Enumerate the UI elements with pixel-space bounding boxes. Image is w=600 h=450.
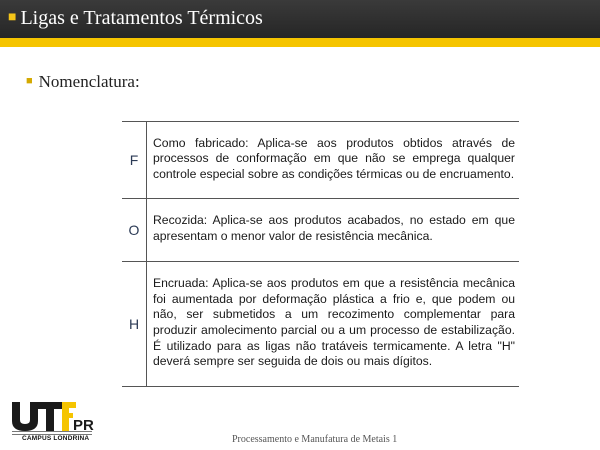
logo-campus-text: CAMPUS LONDRINA [22, 435, 90, 442]
square-bullet-icon: ■ [26, 75, 33, 87]
footer-text: Processamento e Manufatura de Metais 1 [232, 434, 398, 445]
temper-code: F [122, 122, 147, 199]
square-bullet-icon: ■ [8, 10, 17, 25]
accent-bar [0, 38, 600, 47]
temper-code: H [122, 262, 147, 387]
section-heading [26, 72, 140, 92]
temper-description: Recozida: Aplica-se aos produtos acabados, no estado em que apresentam o menor valor de resistência mecânica. [147, 199, 520, 262]
svg-text:PR: PR [73, 417, 94, 432]
slide-title [8, 7, 263, 30]
section-heading-text: Nomenclatura: [38, 72, 140, 91]
nomenclature-table [122, 121, 519, 387]
temper-description: Como fabricado: Aplica-se aos produtos obtidos através de processos de conformação em que não se emprega qualquer controle especial sobre as condições térmicas ou de encruamento. [147, 122, 520, 199]
temper-description: Encruada: Aplica-se aos produtos em que a resistência mecânica foi aumentada por deformação plástica a frio e, que podem ou não, ser submetidos a um recozimento complementar para produzir amolecimento parcial ou a um processo de estabilização. É utilizado para as ligas não tratáveis termicamente. A letra "H" deverá sempre ser seguida de dois ou mais dígitos. [147, 262, 520, 387]
table-row [122, 262, 519, 387]
temper-code: O [122, 199, 147, 262]
table-row [122, 122, 519, 199]
table-row [122, 199, 519, 262]
title-bar [0, 0, 600, 38]
utfpr-logo [10, 400, 96, 444]
slide-title-text: Ligas e Tratamentos Térmicos [20, 7, 263, 29]
utfpr-logo-icon [10, 400, 96, 432]
